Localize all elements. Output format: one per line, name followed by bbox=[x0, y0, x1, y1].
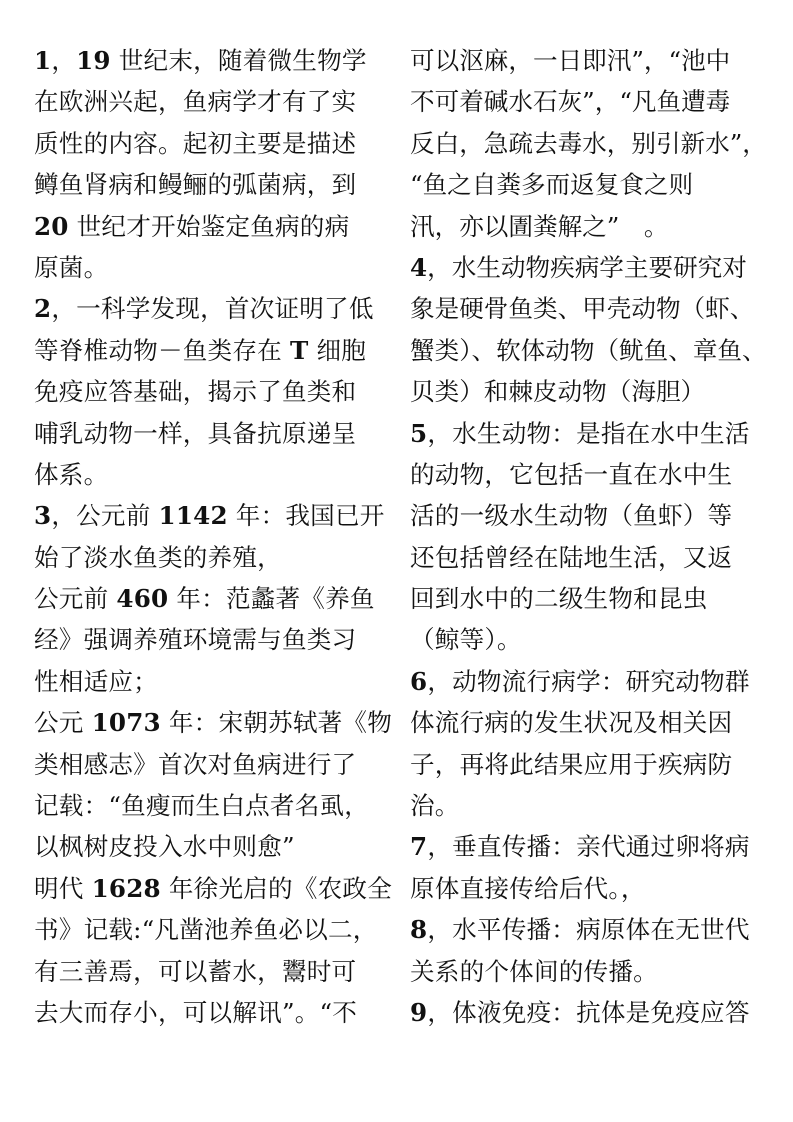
paragraph-item-3b bbox=[34, 578, 384, 702]
paragraph-item-6 bbox=[410, 661, 762, 827]
text-line: 等脊椎动物－鱼类存在 T 细胞 bbox=[34, 335, 367, 365]
text-line: 回到水中的二级生物和昆虫 bbox=[410, 584, 708, 614]
text-line: 始了淡水鱼类的养殖， bbox=[34, 542, 282, 572]
text-line: 去大而存小，可以解讯”。“不 bbox=[34, 997, 358, 1027]
text-line: 书》记载:“凡凿池养鱼必以二， bbox=[34, 915, 378, 945]
text-line: 8，水平传播：病原体在无世代 bbox=[410, 915, 750, 945]
text-line: 原菌。 bbox=[34, 252, 109, 282]
text-line: 的动物，它包括一直在水中生 bbox=[410, 459, 733, 489]
text-line: 公元 1073 年：宋朝苏轼著《物 bbox=[34, 708, 393, 738]
text-line: 4，水生动物疾病学主要研究对 bbox=[410, 252, 747, 282]
text-line: 汛，亦以圊粪解之” 。 bbox=[410, 211, 669, 241]
text-line: 记载：“鱼瘦而生白点者名虱， bbox=[34, 791, 370, 821]
text-line: 体流行病的发生状况及相关因 bbox=[410, 708, 733, 738]
text-line: 1，19 世纪末，随着微生物学 bbox=[34, 46, 367, 75]
text-line: 性相适应； bbox=[34, 666, 158, 696]
paragraph-item-4 bbox=[410, 247, 767, 413]
text-line: 7，垂直传播：亲代通过卵将病 bbox=[410, 832, 750, 862]
text-line: 关系的个体间的传播。 bbox=[410, 956, 658, 986]
text-line: 质性的内容。起初主要是描述 bbox=[34, 128, 357, 158]
text-line: 治。 bbox=[410, 791, 460, 821]
text-line: 象是硬骨鱼类、甲壳动物（虾、 bbox=[410, 294, 755, 324]
text-line: 3，公元前 1142 年：我国已开 bbox=[34, 501, 385, 531]
text-line: 还包括曾经在陆地生活，又返 bbox=[410, 542, 733, 572]
text-line: 公元前 460 年：范蠡著《养鱼 bbox=[34, 584, 375, 614]
paragraph-item-3e bbox=[410, 40, 767, 247]
text-line: 6，动物流行病学：研究动物群 bbox=[410, 666, 750, 696]
text-line: 经》强调养殖环境需与鱼类习 bbox=[34, 625, 357, 655]
text-line: 反白，急疏去毒水，别引新水”， bbox=[410, 128, 767, 158]
left-column bbox=[34, 40, 393, 1033]
text-line: 蟹类）、软体动物（鱿鱼、章鱼、 bbox=[410, 335, 767, 365]
text-line: （鲸等）。 bbox=[410, 625, 522, 655]
paragraph-item-7 bbox=[410, 826, 762, 909]
text-line: 5，水生动物：是指在水中生活 bbox=[410, 418, 750, 448]
text-line: 类相感志》首次对鱼病进行了 bbox=[34, 749, 357, 779]
text-line: 鳟鱼肾病和鳗鲡的弧菌病，到 bbox=[34, 170, 357, 200]
text-line: 明代 1628 年徐光启的《农政全 bbox=[34, 873, 393, 903]
text-line: 哺乳动物一样，具备抗原递呈 bbox=[34, 418, 357, 448]
text-line: 贝类）和棘皮动物（海胆） bbox=[410, 377, 706, 407]
text-line: 2，一科学发现，首次证明了低 bbox=[34, 294, 374, 324]
text-line: 子，再将此结果应用于疾病防 bbox=[410, 749, 733, 779]
paragraph-item-8 bbox=[410, 909, 762, 992]
text-line: 以枫树皮投入水中则愈” bbox=[34, 832, 295, 862]
text-line: 不可着碱水石灰”，“凡鱼遭毒 bbox=[410, 87, 731, 117]
text-line: 9，体液免疫：抗体是免疫应答 bbox=[410, 997, 750, 1027]
paragraph-item-3c bbox=[34, 702, 393, 868]
right-column bbox=[410, 40, 767, 1033]
text-line: 可以沤麻，一日即汛”，“池中 bbox=[410, 46, 731, 75]
paragraph-item-2 bbox=[34, 288, 384, 495]
paragraph-item-3d bbox=[34, 868, 393, 1034]
text-line: 原体直接传给后代。， bbox=[410, 873, 646, 903]
text-line: “鱼之自粪多而返复食之则 bbox=[410, 170, 694, 200]
text-line: 免疫应答基础，揭示了鱼类和 bbox=[34, 377, 357, 407]
text-line: 有三善焉，可以蓄水，鬻时可 bbox=[34, 956, 357, 986]
paragraph-item-3a bbox=[34, 495, 384, 578]
text-line: 20 世纪才开始鉴定鱼病的病 bbox=[34, 211, 350, 241]
paragraph-item-5 bbox=[410, 413, 762, 661]
text-line: 在欧洲兴起，鱼病学才有了实 bbox=[34, 87, 357, 117]
text-line: 活的一级水生动物（鱼虾）等 bbox=[410, 501, 733, 531]
paragraph-item-9 bbox=[410, 992, 762, 1033]
paragraph-item-1 bbox=[34, 40, 384, 288]
text-line: 体系。 bbox=[34, 459, 109, 489]
